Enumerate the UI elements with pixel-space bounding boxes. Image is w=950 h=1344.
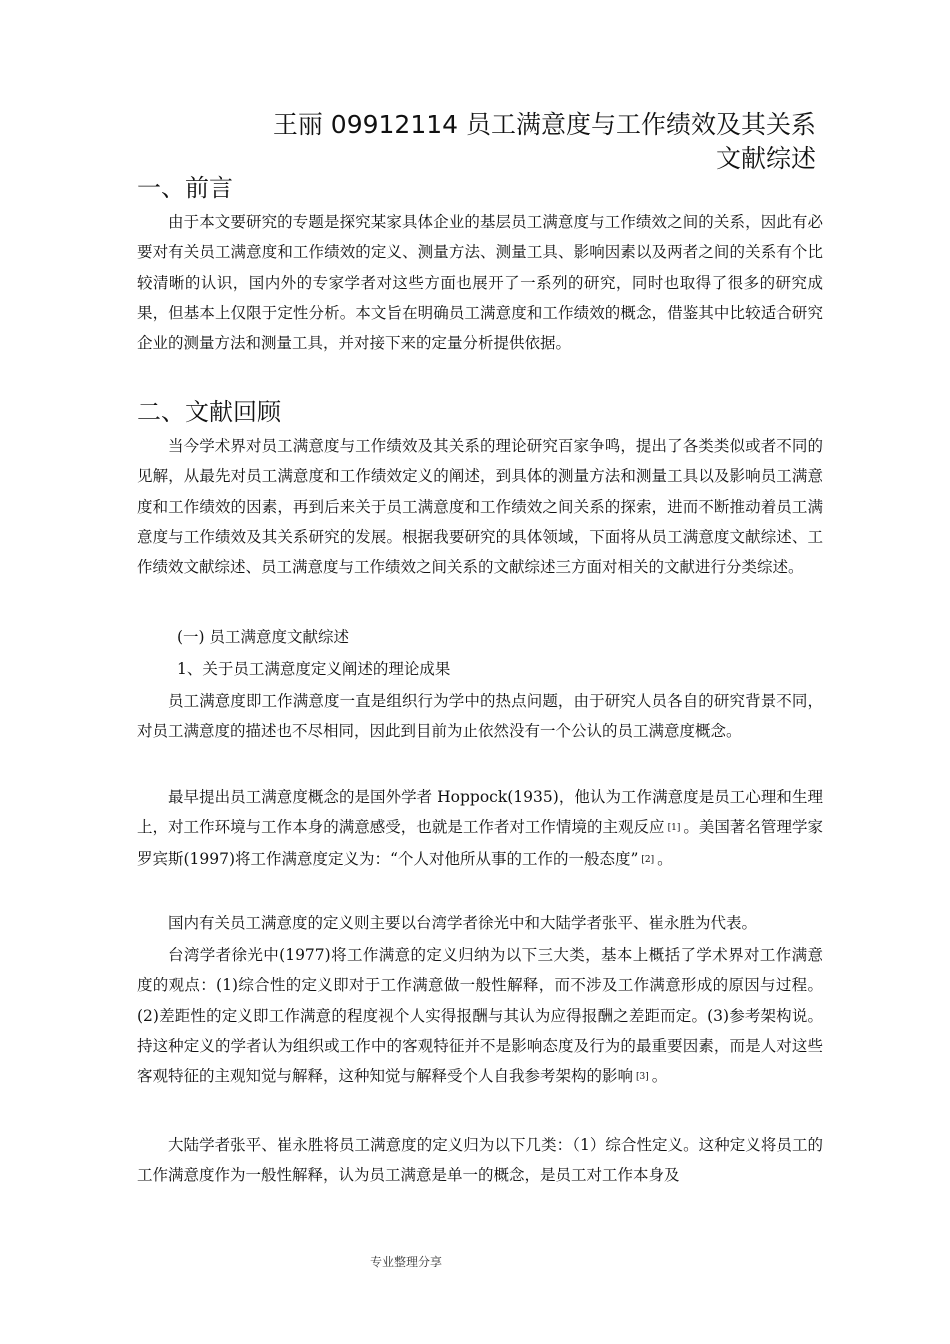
citation-ref-3: [3] bbox=[636, 1072, 649, 1083]
xu-text-a: 台湾学者徐光中(1977)将工作满意的定义归纳为以下三大类，基本上概括了学术界对工作满意度的观点：(1)综合性的定义即对于工作满意做一般性解释，而不涉及工作满意形成的原因与过程。(2)差距性的定义即工作满意的程度视个人实得报酬与其认为应得报酬之差距而定。(3)参考架构说。持这种定义的学者认为组织或工作中的客观特征并不是影响态度及行为的最重要因素，而是人对这些客观特征的主观知觉与解释，这种知觉与解释受个人自我参考架构的影响 bbox=[137, 946, 823, 1086]
hoppock-text-b: 。美国著名管理学家罗宾斯(1997)将工作满意度定义为：“个人对他所从事的工作的一般态度” bbox=[137, 818, 823, 868]
hoppock-text-a: 最早提出员工满意度概念的是国外学者 Hoppock(1935)，他认为工作满意度是员工心理和生理上，对工作环境与工作本身的满意感受，也就是工作者对工作情境的主观反应 bbox=[137, 788, 823, 837]
zhang-cui-paragraph: 大陆学者张平、崔永胜将员工满意度的定义归为以下几类：（1）综合性定义。这种定义将员工的工作满意度作为一般性解释，认为员工满意是单一的概念，是员工对工作本身及 bbox=[137, 1136, 823, 1185]
definition-paragraph: 员工满意度即工作满意度一直是组织行为学中的热点问题，由于研究人员各自的研究背景不同，对员工满意度的描述也不尽相同，因此到目前为止依然没有一个公认的员工满意度概念。 bbox=[137, 692, 823, 741]
subsection-heading-definition-results: 1、关于员工满意度定义阐述的理论成果 bbox=[177, 660, 451, 678]
page-footer: 专业整理分享 bbox=[370, 1255, 443, 1269]
domestic-definitions-paragraph: 国内有关员工满意度的定义则主要以台湾学者徐光中和大陆学者张平、崔永胜为代表。 bbox=[168, 914, 758, 932]
hoppock-paragraph bbox=[137, 782, 823, 875]
document-title bbox=[238, 108, 816, 176]
literature-review-intro-paragraph: 当今学术界对员工满意度与工作绩效及其关系的理论研究百家争鸣，提出了各类类似或者不同的见解，从最先对员工满意度和工作绩效定义的阐述，到具体的测量方法和测量工具以及影响员工满意度和工作绩效的因素，再到后来关于员工满意度和工作绩效之间关系的探索，进而不断推动着员工满意度与工作绩效及其关系研究的发展。根据我要研究的具体领域，下面将从员工满意度文献综述、工作绩效文献综述、员工满意度与工作绩效之间关系的文献综述三方面对相关的文献进行分类综述。 bbox=[137, 437, 823, 577]
xu-guangzhong-paragraph bbox=[137, 940, 823, 1092]
hoppock-text-c: 。 bbox=[657, 849, 673, 868]
section-heading-preface: 一、前言 bbox=[137, 174, 233, 202]
preface-paragraph: 由于本文要研究的专题是探究某家具体企业的基层员工满意度与工作绩效之间的关系，因此有必要对有关员工满意度和工作绩效的定义、测量方法、测量工具、影响因素以及两者之间的关系有个比较清晰的认识，国内外的专家学者对这些方面也展开了一系列的研究，同时也取得了很多的研究成果，但基本上仅限于定性分析。本文旨在明确员工满意度和工作绩效的概念，借鉴其中比较适合研究企业的测量方法和测量工具，并对接下来的定量分析提供依据。 bbox=[137, 213, 823, 353]
citation-ref-2: [2] bbox=[641, 854, 655, 865]
title-line-1: 王丽 09912114 员工满意度与工作绩效及其关系 bbox=[272, 110, 816, 139]
section-heading-literature-review: 二、文献回顾 bbox=[137, 398, 281, 426]
xu-text-b: 。 bbox=[651, 1067, 668, 1086]
citation-ref-1: [1] bbox=[667, 823, 681, 834]
subsection-heading-satisfaction-review: (一) 员工满意度文献综述 bbox=[177, 628, 350, 646]
title-line-2: 文献综述 bbox=[715, 144, 816, 173]
